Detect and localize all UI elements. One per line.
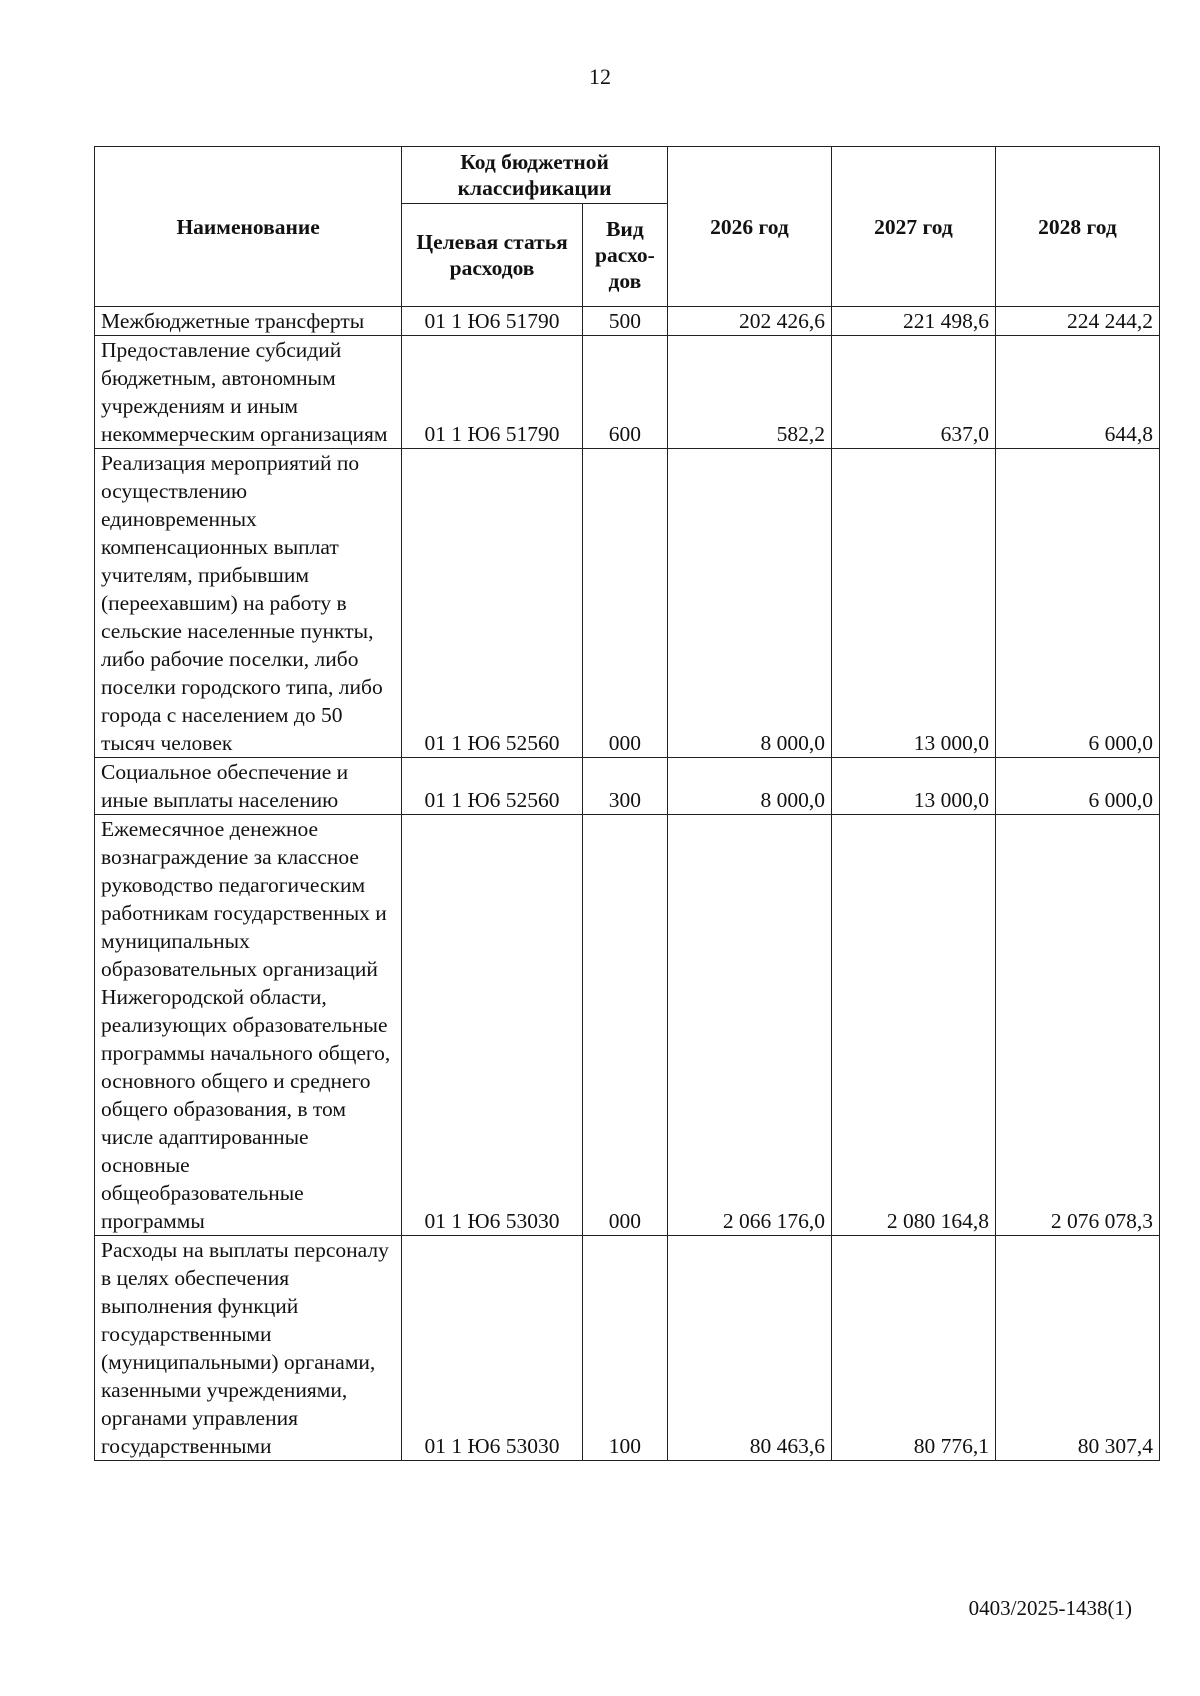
row-code: 01 1 Ю6 51790 (402, 336, 583, 449)
row-2027: 2 080 164,8 (831, 815, 995, 1236)
header-2026: 2026 год (667, 147, 831, 307)
row-code: 01 1 Ю6 51790 (402, 307, 583, 336)
row-name: Реализация мероприятий по осуществлению единовременных компенсационных выплат учителям, прибывшим (переехавшим) на работу в сельские населенные пункты, либо рабочие поселки, либо поселки городского типа, либо города с населением до 50 тысяч человек (95, 449, 402, 758)
row-2026: 8 000,0 (667, 449, 831, 758)
row-kind: 100 (582, 1236, 667, 1461)
row-name: Ежемесячное денежное вознаграждение за классное руководство педагогическим работникам государственных и муниципальных образовательных организаций Нижегородской области, реализующих образовательные программы начального общего, основного общего и среднего общего образования, в том числе адаптированные основные общеобразовательные программы (95, 815, 402, 1236)
row-2028: 2 076 078,3 (995, 815, 1159, 1236)
row-kind: 500 (582, 307, 667, 336)
row-2028: 80 307,4 (995, 1236, 1159, 1461)
row-2026: 202 426,6 (667, 307, 831, 336)
budget-table (94, 146, 1160, 1461)
table-row (95, 815, 1160, 1236)
document-code: 0403/2025-1438(1) (968, 1596, 1132, 1620)
row-2028: 224 244,2 (995, 307, 1159, 336)
row-kind: 300 (582, 758, 667, 815)
row-2028: 6 000,0 (995, 758, 1159, 815)
row-code: 01 1 Ю6 53030 (402, 815, 583, 1236)
row-name: Социальное обеспечение и иные выплаты населению (95, 758, 402, 815)
header-name: Наименование (95, 147, 402, 307)
row-2027: 221 498,6 (831, 307, 995, 336)
row-2026: 80 463,6 (667, 1236, 831, 1461)
page-number: 12 (589, 64, 611, 89)
row-code: 01 1 Ю6 53030 (402, 1236, 583, 1461)
row-kind: 000 (582, 815, 667, 1236)
header-2027: 2027 год (831, 147, 995, 307)
table-row (95, 307, 1160, 336)
table-row (95, 336, 1160, 449)
row-kind: 000 (582, 449, 667, 758)
header-target-article: Целевая статья расходов (402, 204, 583, 307)
row-2028: 644,8 (995, 336, 1159, 449)
table-row (95, 449, 1160, 758)
row-2026: 8 000,0 (667, 758, 831, 815)
row-2027: 80 776,1 (831, 1236, 995, 1461)
table-row (95, 758, 1160, 815)
row-name: Предоставление субсидий бюджетным, автономным учреждениям и иным некоммерческим организациям (95, 336, 402, 449)
row-code: 01 1 Ю6 52560 (402, 758, 583, 815)
row-2027: 13 000,0 (831, 449, 995, 758)
row-2026: 582,2 (667, 336, 831, 449)
row-code: 01 1 Ю6 52560 (402, 449, 583, 758)
row-name: Межбюджетные трансферты (95, 307, 402, 336)
header-expense-type: Вид расхо-дов (582, 204, 667, 307)
row-2026: 2 066 176,0 (667, 815, 831, 1236)
row-2027: 637,0 (831, 336, 995, 449)
row-kind: 600 (582, 336, 667, 449)
header-code-group: Код бюджетной классификации (402, 147, 668, 204)
row-2028: 6 000,0 (995, 449, 1159, 758)
table-row (95, 1236, 1160, 1461)
row-2027: 13 000,0 (831, 758, 995, 815)
header-2028: 2028 год (995, 147, 1159, 307)
row-name: Расходы на выплаты персоналу в целях обеспечения выполнения функций государственными (муниципальными) органами, казенными учреждениями, органами управления государственными (95, 1236, 402, 1461)
